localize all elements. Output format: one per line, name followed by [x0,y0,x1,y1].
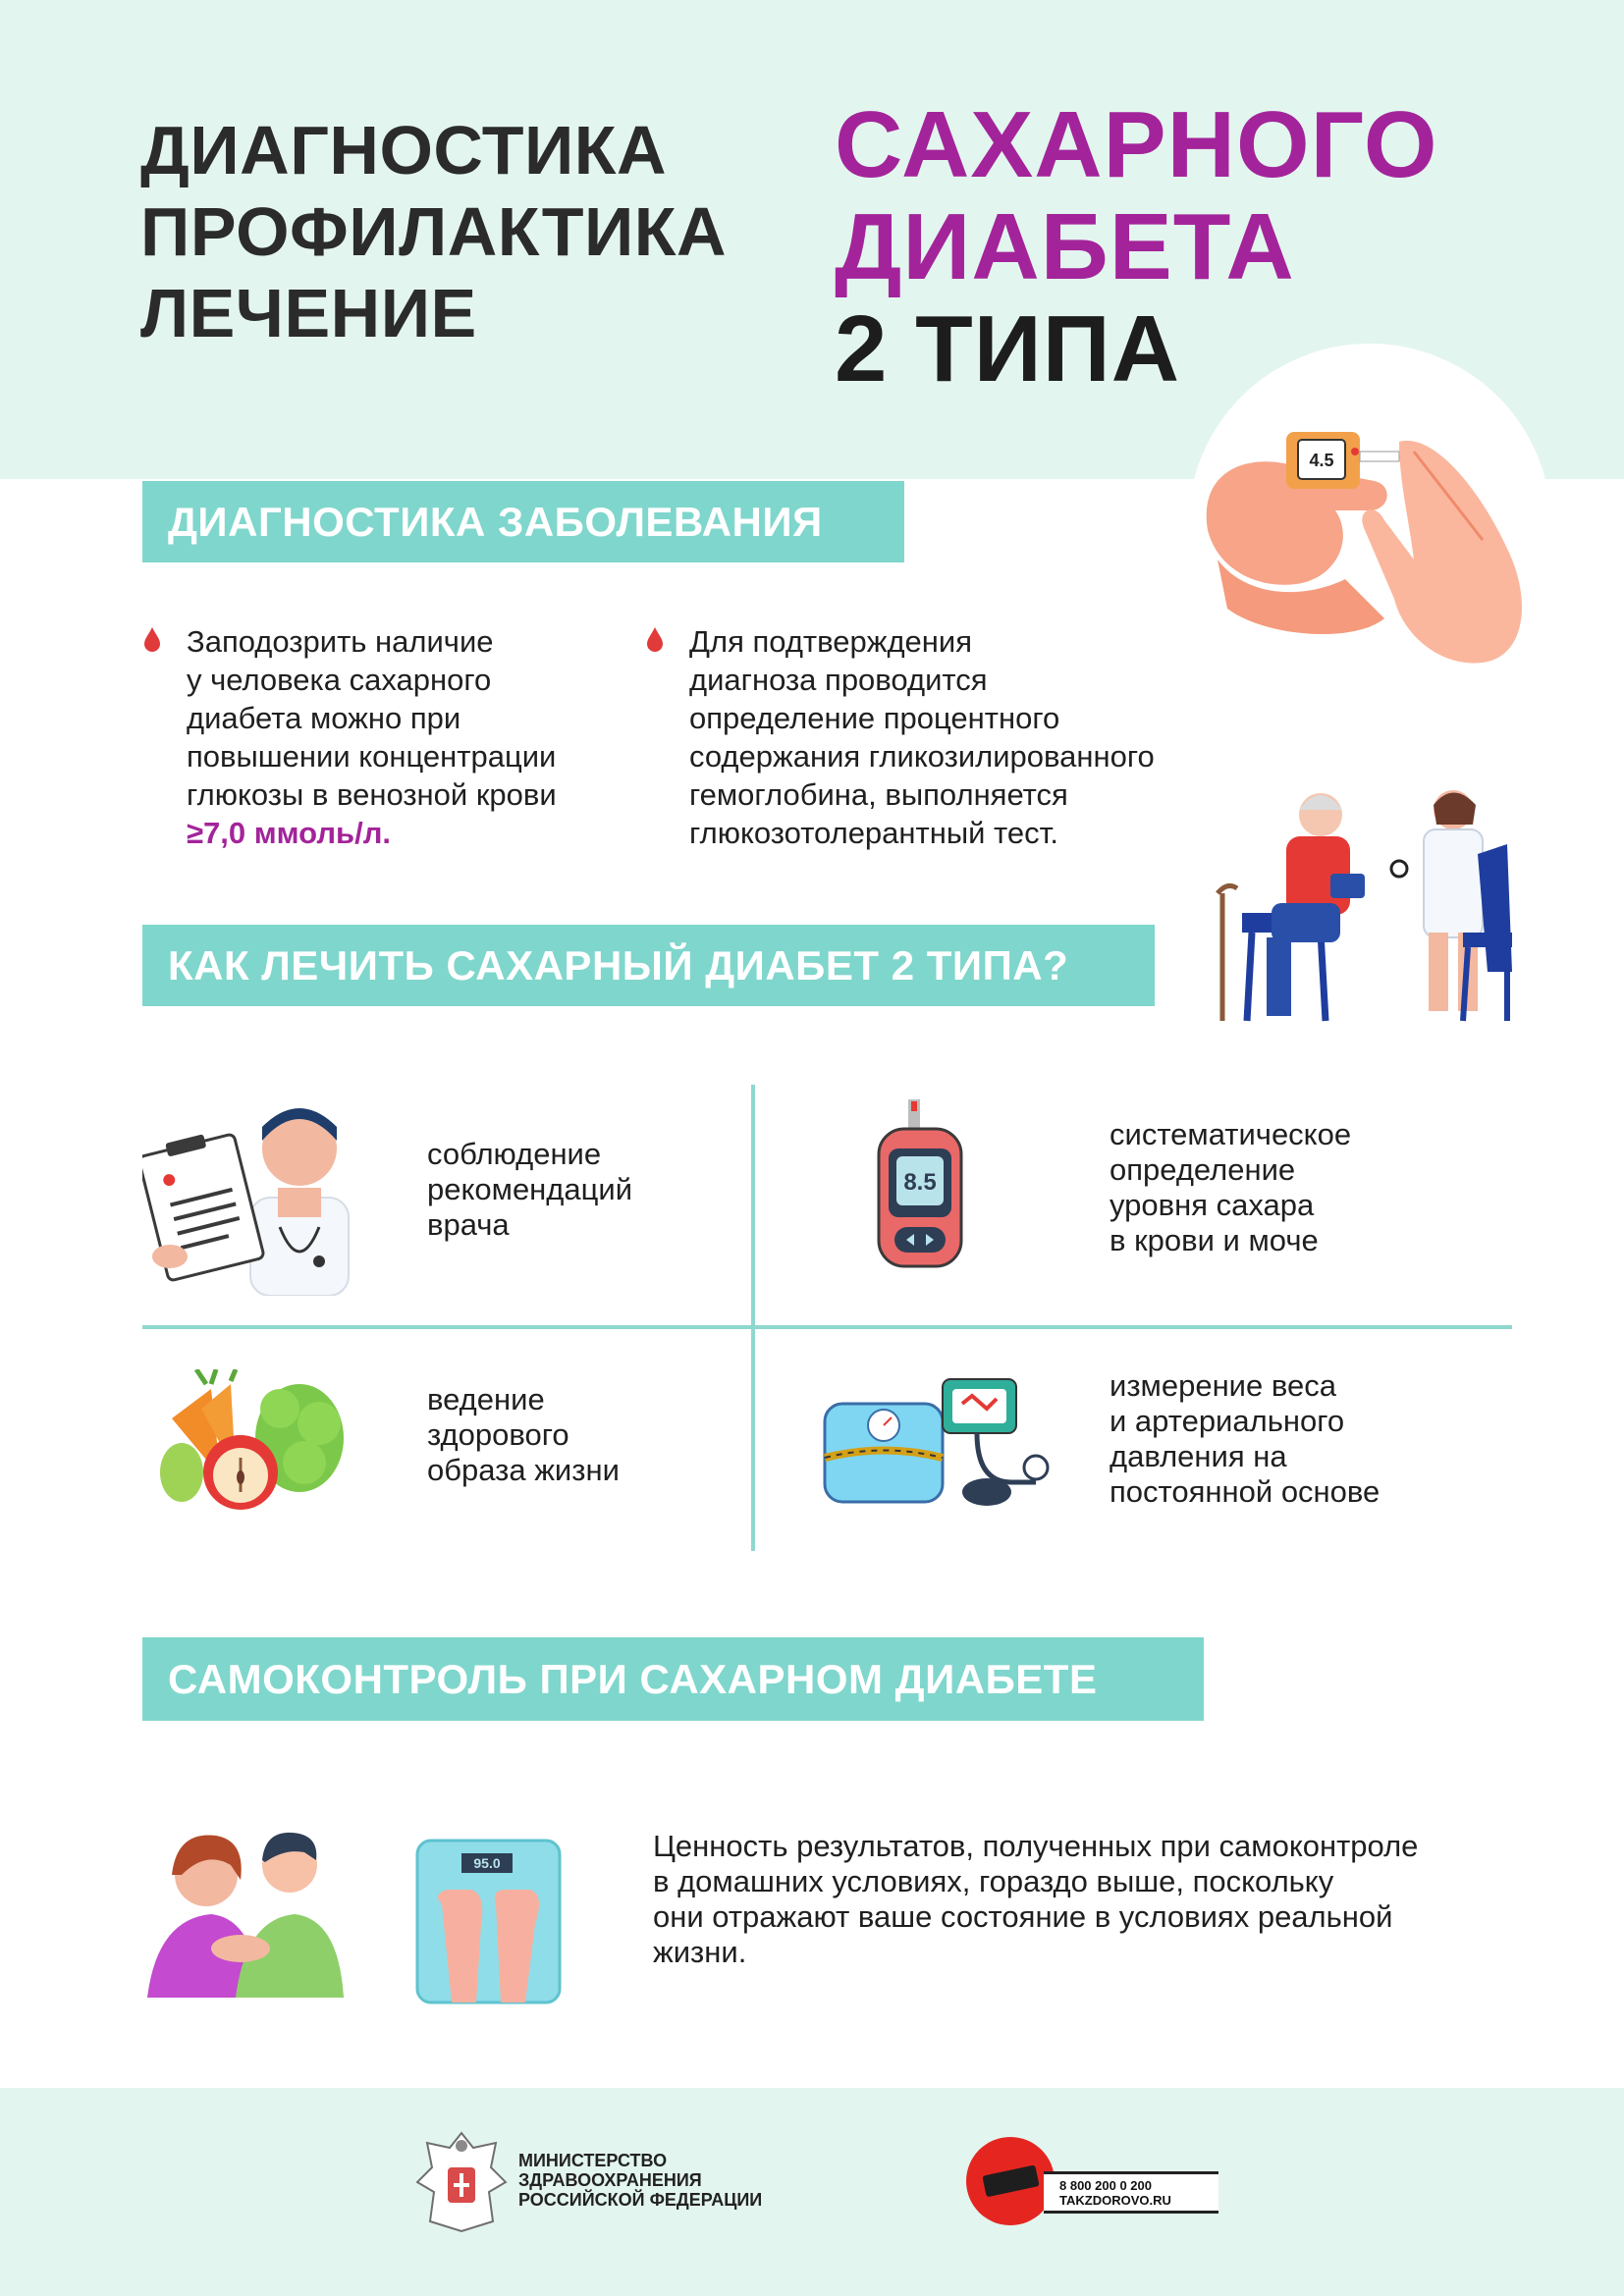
ministry-name [518,2151,762,2210]
doctor-clipboard-icon [142,1090,358,1296]
text-line: жизни. [653,1935,747,1969]
text-line: повышении концентрации [187,739,557,774]
text-line: ЗДРАВООХРАНЕНИЯ [518,2170,702,2190]
section-banner-text: ДИАГНОСТИКА ЗАБОЛЕВАНИЯ [168,498,823,545]
hotline-phone[interactable]: 8 800 200 0 200 [1059,2178,1152,2193]
selfcontrol-text [653,1829,1418,1970]
glucose-threshold-highlight: ≥7,0 ммоль/л. [187,816,392,850]
text-line: они отражают ваше состояние в условиях реальной [653,1899,1393,1934]
glucometer-display-text: 4.5 [1309,451,1334,470]
text-line: постоянной основе [1110,1474,1380,1509]
section-banner-text: КАК ЛЕЧИТЬ САХАРНЫЙ ДИАБЕТ 2 ТИПА? [168,941,1069,988]
header-right-line: САХАРНОГО [835,92,1438,197]
couple-icon [147,1821,344,1998]
diagnostics-text-1 [187,622,557,852]
doctor-patient-icon [1213,775,1512,1036]
header-left-line: ДИАГНОСТИКА [140,112,668,188]
fruits-vegetables-icon [152,1369,349,1517]
header-right-line: 2 ТИПА [835,296,1181,401]
contact-box [1044,2171,1218,2214]
ministry-emblem-icon [412,2128,511,2236]
section-banner-diagnostics [142,481,904,562]
text-line: у человека сахарного [187,663,492,697]
text-line: в домашних условиях, гораздо выше, поскольку [653,1864,1334,1898]
text-line: здорового [427,1417,569,1452]
text-line: МИНИСТЕРСТВО [518,2151,668,2170]
treatment-item-doctor [427,1137,632,1243]
text-line: диагноза проводится [689,663,988,697]
treatment-item-weight-pressure [1110,1368,1380,1510]
text-line: Для подтверждения [689,624,973,659]
treatment-item-glucose [1110,1117,1351,1258]
treatment-item-lifestyle [427,1382,620,1488]
text-line: РОССИЙСКОЙ ФЕДЕРАЦИИ [518,2190,763,2210]
text-line: глюкозотолерантный тест. [689,816,1059,850]
text-line: уровня сахара [1110,1188,1315,1222]
header-right-title [835,94,1437,400]
section-banner-selfcontrol [142,1637,1204,1721]
bathroom-scale-icon [412,1836,565,2012]
hands-glucometer-icon [1188,412,1551,687]
text-line: содержания гликозилированного [689,739,1155,774]
section-banner-treatment [142,925,1155,1006]
website-link[interactable]: TAKZDOROVO.RU [1059,2193,1171,2208]
scale-display-text: 95.0 [473,1855,501,1871]
text-line: врача [427,1207,510,1242]
footer-background [0,2088,1624,2296]
text-line: Заподозрить наличие [187,624,494,659]
header-right-line: ДИАБЕТА [835,194,1295,299]
grid-divider-vertical [751,1085,755,1551]
blood-drop-icon [645,626,665,652]
text-line: определение процентного [689,701,1060,735]
text-line: систематическое [1110,1117,1352,1151]
text-line: определение [1110,1152,1296,1187]
header-left-line: ЛЕЧЕНИЕ [140,275,477,351]
text-line: ведение [427,1382,545,1416]
text-line: в крови и моче [1110,1223,1319,1257]
diagnostics-text-2 [689,622,1155,852]
header-left-title [140,110,727,354]
text-line: давления на [1110,1439,1287,1473]
text-line: образа жизни [427,1453,620,1487]
blood-drop-icon [142,626,162,652]
scale-tonometer-icon [815,1374,1051,1512]
section-banner-text: САМОКОНТРОЛЬ ПРИ САХАРНОМ ДИАБЕТЕ [168,1655,1098,1702]
header-left-line: ПРОФИЛАКТИКА [140,193,728,270]
text-line: гемоглобина, выполняется [689,777,1068,812]
glucometer-reading-text: 8.5 [903,1169,937,1196]
text-line: и артериального [1110,1404,1345,1438]
text-line: соблюдение [427,1137,602,1171]
text-line: рекомендаций [427,1172,633,1206]
text-line: измерение веса [1110,1368,1336,1403]
text-line: Ценность результатов, полученных при самоконтроле [653,1829,1419,1863]
grid-divider-horizontal [142,1325,1512,1329]
text-line: диабета можно при [187,701,461,735]
text-line: глюкозы в венозной крови [187,777,557,812]
glucometer-icon [869,1099,977,1276]
